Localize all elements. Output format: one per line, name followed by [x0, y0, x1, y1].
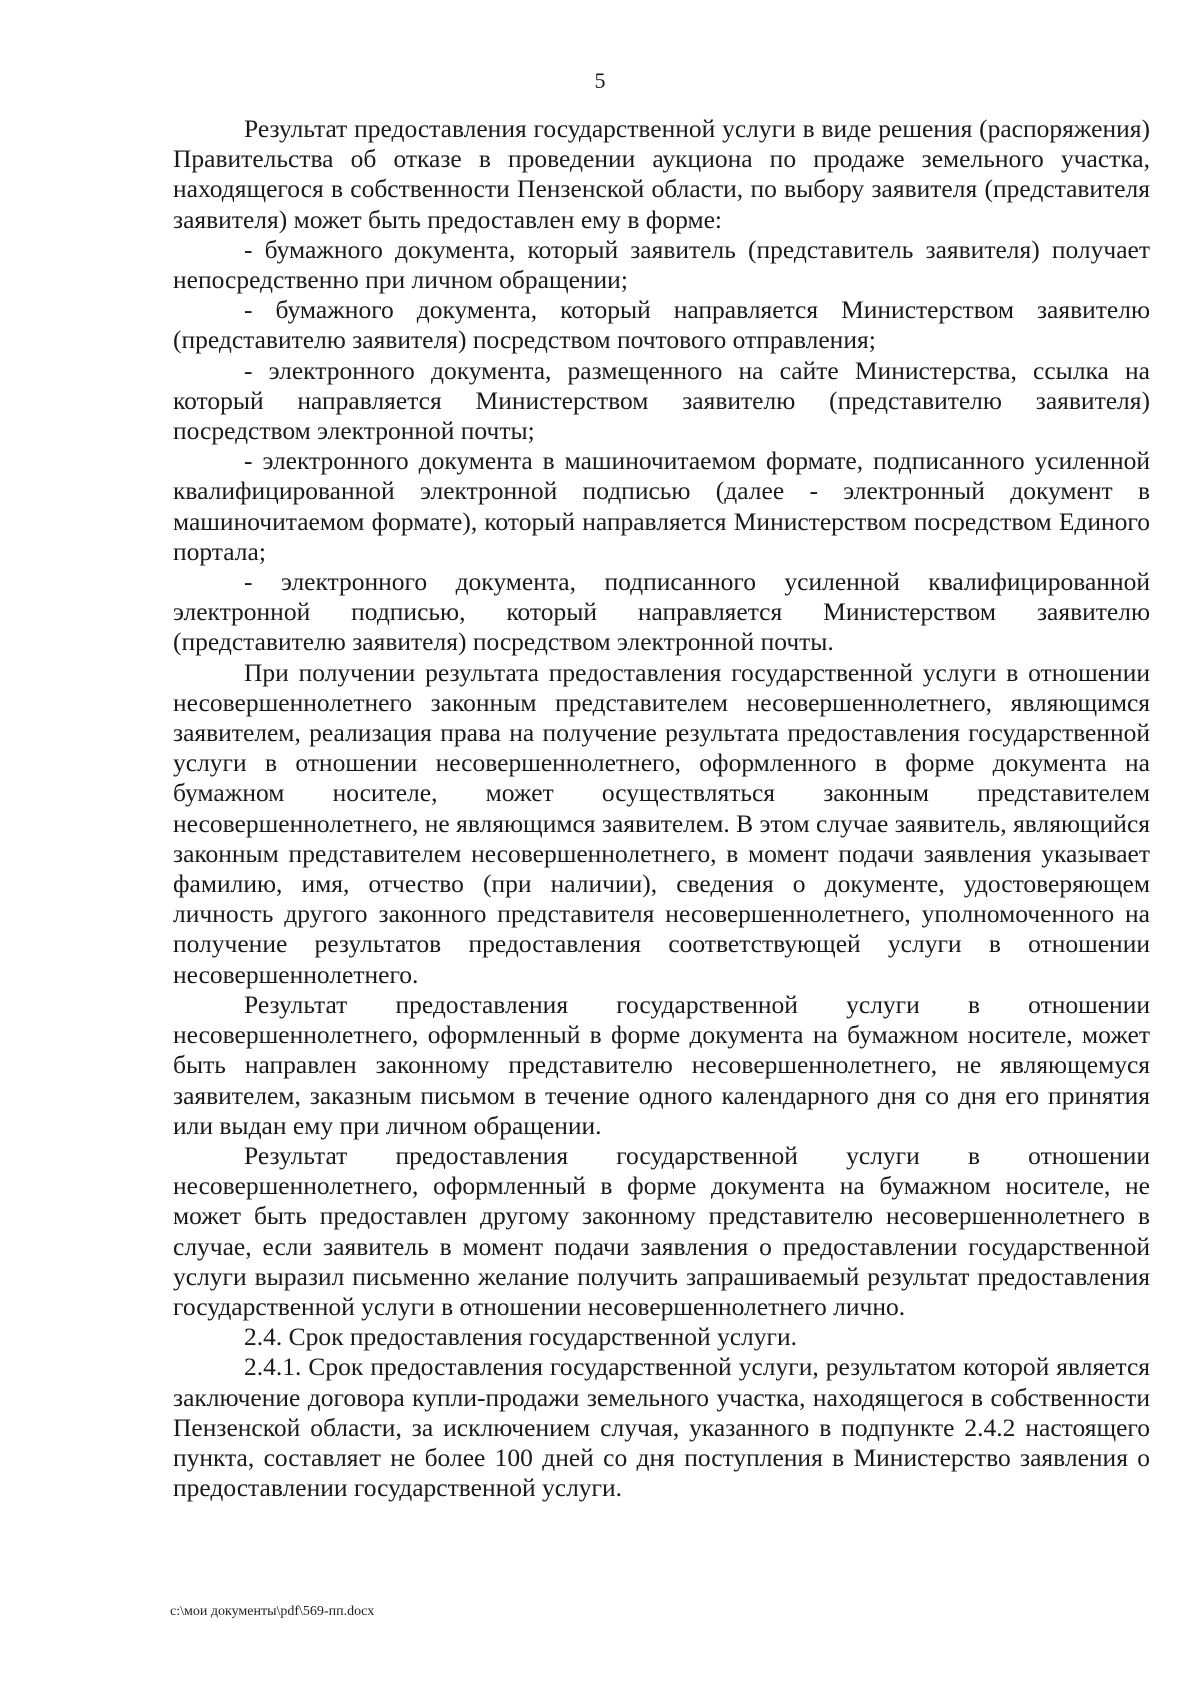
- list-item-electronic-machine-readable: - электронного документа в машиночитаемом формате, подписанного усиленной квалифицированной электронной подписью (далее - электронный документ в машиночитаемом формате), который направляется Министерством посредством Единого портала;: [173, 446, 1150, 566]
- paragraph-2-4-1: 2.4.1. Срок предоставления государственной услуги, результатом которой является заключение договора купли-продажи земельного участка, находящегося в собственности Пензенской области, за исключением случая, указанного в подпункте 2.4.2 настоящего пункта, составляет не более 100 дней со дня поступления в Министерство заявления о предоставлении государственной услуги.: [173, 1352, 1150, 1503]
- document-body: [173, 114, 1150, 1503]
- page-number: 5: [594, 68, 606, 93]
- list-item-electronic-site: - электронного документа, размещенного на сайте Министерства, ссылка на который направляется Министерством заявителю (представителю заявителя) посредством электронной почты;: [173, 355, 1150, 446]
- section-heading-2-4: 2.4. Срок предоставления государственной услуги.: [244, 1322, 798, 1352]
- list-item-paper-personal: - бумажного документа, который заявитель (представитель заявителя) получает непосредственно при личном обращении;: [173, 234, 1150, 295]
- paragraph-minor-result-not-provided: Результат предоставления государственной услуги в отношении несовершеннолетнего, оформленный в форме документа на бумажном носителе, не может быть предоставлен другому законному представителю несовершеннолетнего в случае, если заявитель в момент подачи заявления о предоставлении государственной услуги выразил письменно желание получить запрашиваемый результат предоставления государственной услуги в отношении несовершеннолетнего лично.: [173, 1140, 1150, 1321]
- paragraph-result-refusal: Результат предоставления государственной услуги в виде решения (распоряжения) Правительства об отказе в проведении аукциона по продаже земельного участка, находящегося в собственности Пензенской области, по выбору заявителя (представителя заявителя) может быть предоставлен ему в форме:: [173, 114, 1150, 234]
- paragraph-minor-receipt: При получении результата предоставления государственной услуги в отношении несовершеннолетнего законным представителем несовершеннолетнего, являющимся заявителем, реализация права на получение результата предоставления государственной услуги в отношении несовершеннолетнего, оформленного в форме документа на бумажном носителе, может осуществляться законным представителем несовершеннолетнего, не являющимся заявителем. В этом случае заявитель, являющийся законным представителем несовершеннолетнего, в момент подачи заявления указывает фамилию, имя, отчество (при наличии), сведения о документе, удостоверяющем личность другого законного представителя несовершеннолетнего, уполномоченного на получение результатов предоставления соответствующей услуги в отношении несовершеннолетнего.: [173, 657, 1150, 989]
- list-item-paper-mail: - бумажного документа, который направляется Министерством заявителю (представителю заявителя) посредством почтового отправления;: [173, 295, 1150, 355]
- list-item-electronic-email: - электронного документа, подписанного усиленной квалифицированной электронной подписью, который направляется Министерством заявителю (представителю заявителя) посредством электронной почты.: [173, 567, 1150, 657]
- paragraph-minor-result-sent: Результат предоставления государственной услуги в отношении несовершеннолетнего, оформленный в форме документа на бумажном носителе, может быть направлен законному представителю несовершеннолетнего, не являющемуся заявителем, заказным письмом в течение одного календарного дня со дня его принятия или выдан ему при личном обращении.: [173, 989, 1150, 1140]
- footer-file-path: c:\мои документы\pdf\569-пп.docx: [170, 1604, 375, 1619]
